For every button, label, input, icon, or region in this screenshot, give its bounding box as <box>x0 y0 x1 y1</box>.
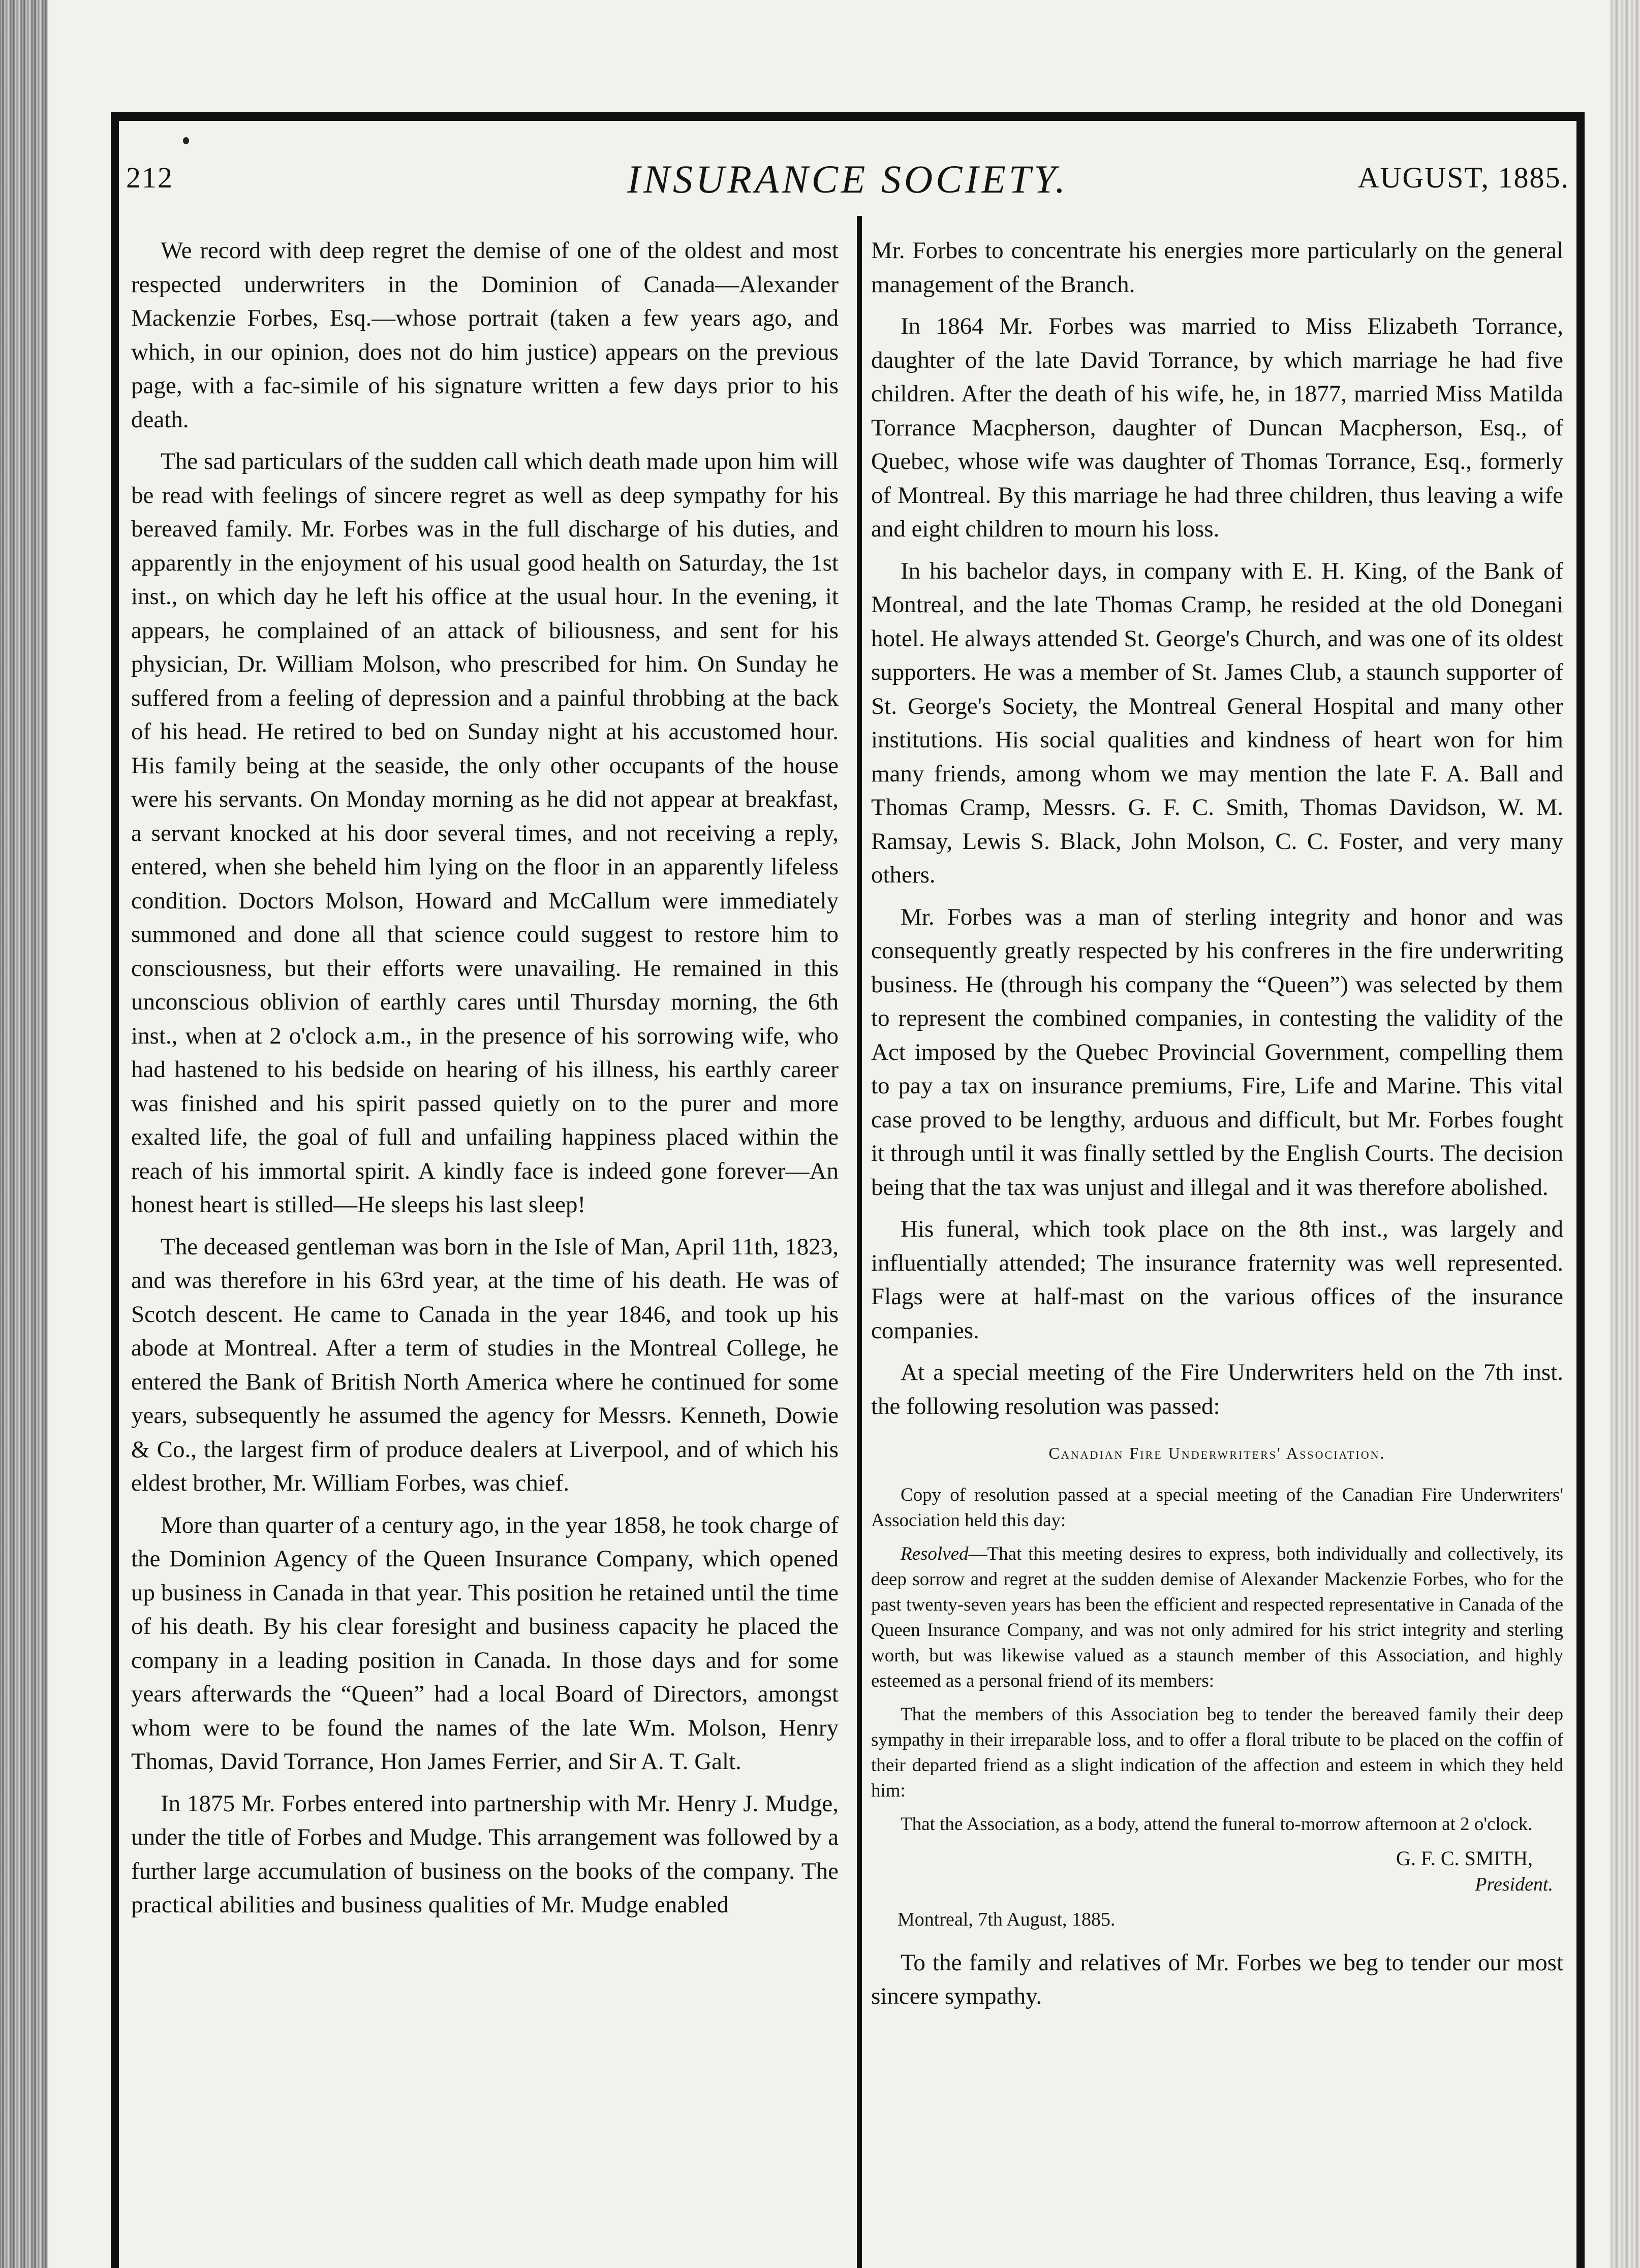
resolution-intro: Copy of resolution passed at a special meeting of the Canadian Fire Underwriters' Association held this day: <box>871 1484 1563 1531</box>
signatory-title: President. <box>1475 1873 1553 1895</box>
article-paragraph: In 1864 Mr. Forbes was married to Miss Elizabeth Torrance, daughter of the late David Torrance, by which marriage he had five children. After the death of his wife, he, in 1877, married Miss Matilda Torrance Macpherson, daughter of Duncan Macpherson, Esq., of Quebec, whose wife was daughter of Thomas Torrance, Esq., formerly of Montreal. By this marriage he had three children, thus leaving a wife and eight children to mourn his loss. <box>871 313 1563 542</box>
resolution-title: Canadian Fire Underwriters' Association. <box>1048 1444 1386 1462</box>
page-header <box>126 152 1569 213</box>
resolution-block <box>871 1436 1563 1933</box>
article-paragraph: In 1875 Mr. Forbes entered into partnership with Mr. Henry J. Mudge, under the title of Forbes and Mudge. This arrangement was followed by a further large accumulation of business on the books of the company. The practical abilities and business qualities of Mr. Mudge enabled <box>131 1790 839 1918</box>
page-number: 212 <box>126 161 173 194</box>
closing-paragraph: To the family and relatives of Mr. Forbes we beg to tender our most sincere sympathy. <box>871 1949 1563 2009</box>
article-paragraph: The deceased gentleman was born in the Isle of Man, April 11th, 1823, and was therefore in his 63rd year, at the time of his death. He was of Scotch descent. He came to Canada in the year 1846, and took up his abode at Montreal. After a term of studies in the Montreal College, he entered the Bank of British North America where he continued for some years, subsequently he assumed the agency for Messrs. Kenneth, Dowie & Co., the largest firm of produce dealers at Liverpool, and of which his eldest brother, Mr. William Forbes, was chief. <box>131 1233 839 1496</box>
resolution-clause: That the members of this Association beg to tender the bereaved family their deep sympathy in their irreparable loss, and to offer a floral tribute to be placed on the coffin of their departed friend as a slight indication of the affection and esteem in which they held him: <box>871 1704 1563 1801</box>
resolution-place-date: Montreal, 7th August, 1885. <box>898 1908 1116 1930</box>
signatory-name: G. F. C. SMITH, <box>1396 1846 1533 1870</box>
scan-edge-right <box>1610 0 1640 2268</box>
article-paragraph: At a special meeting of the Fire Underwriters held on the 7th inst. the following resolution was passed: <box>871 1359 1563 1420</box>
right-column <box>871 234 1563 2022</box>
left-column <box>131 234 839 1930</box>
article-paragraph: In his bachelor days, in company with E. H. King, of the Bank of Montreal, and the late Thomas Cramp, he resided at the old Donegani hotel. He always attended St. George's Church, and was one of its oldest supporters. He was a member of St. James Club, a staunch supporter of St. George's Society, the Montreal General Hospital and many other institutions. His social qualities and kindness of heart won for him many friends, among whom we may mention the late F. A. Ball and Thomas Cramp, Messrs. G. F. C. Smith, Thomas Davidson, W. M. Ramsay, Lewis S. Black, John Molson, C. C. Foster, and very many others. <box>871 557 1563 888</box>
article-paragraph: His funeral, which took place on the 8th inst., was largely and influentially attended; The insurance fraternity was well represented. Flags were at half-mast on the various offices of the insurance companies. <box>871 1216 1563 1344</box>
issue-date: AUGUST, 1885. <box>1357 161 1569 194</box>
article-paragraph: The sad particulars of the sudden call which death made upon him will be read with feelings of sincere regret as well as deep sympathy for his bereaved family. Mr. Forbes was in the full discharge of his duties, and apparently in the enjoyment of his usual good health on Saturday, the 1st inst., on which day he left his office at the usual hour. In the evening, it appears, he complained of an attack of biliousness, and sent for his physician, Dr. William Molson, who prescribed for him. On Sunday he suffered from a feeling of depression and a painful throbbing at the back of his head. He retired to bed on Sunday night at his accustomed hour. His family being at the seaside, the only other occupants of the house were his servants. On Monday morning as he did not appear at breakfast, a servant knocked at his door several times, and not receiving a reply, entered, when she beheld him lying on the floor in an apparently lifeless condition. Doctors Molson, Howard and McCallum were immediately summoned and done all that science could suggest to restore him to consciousness, but their efforts were unavailing. He remained in this unconscious oblivion of earthly cares until Thursday morning, the 6th inst., when at 2 o'clock a.m., in the presence of his sorrowing wife, who had hastened to his bedside on hearing of his illness, his earthly career was finished and his spirit passed quietly on to the purer and more exalted life, the goal of full and unfailing happiness placed within the reach of his immortal spirit. A kindly face is indeed gone forever—An honest heart is stilled—He sleeps his last sleep! <box>131 448 839 1218</box>
article-paragraph: Mr. Forbes was a man of sterling integrity and honor and was consequently greatly respected by his confreres in the fire underwriting business. He (through his company the “Queen”) was selected by them to represent the combined companies, in contesting the validity of the Act imposed by the Quebec Provincial Government, compelling them to pay a tax on insurance premiums, Fire, Life and Marine. This vital case proved to be lengthy, arduous and difficult, but Mr. Forbes fought it through until it was finally settled by the English Courts. The decision being that the tax was unjust and illegal and it was therefore abolished. <box>871 903 1563 1201</box>
journal-title: INSURANCE SOCIETY. <box>627 157 1068 201</box>
article-paragraph: More than quarter of a century ago, in the year 1858, he took charge of the Dominion Agency of the Queen Insurance Company, which opened up business in Canada in that year. This position he retained until the time of his death. By his clear foresight and business capacity he placed the company in a leading position in Canada. In those days and for some years afterwards the “Queen” had a local Board of Directors, amongst whom were to be found the names of the late Wm. Molson, Henry Thomas, David Torrance, Hon James Ferrier, and Sir A. T. Galt. <box>131 1511 839 1775</box>
column-divider <box>857 216 862 2268</box>
resolved-text: —That this meeting desires to express, both individually and collectively, its deep sorrow and regret at the sudden demise of Alexander Mackenzie Forbes, who for the past twenty-seven years has been the efficient and respected representative in Canada of the Queen Insurance Company, and was not only admired for his strict integrity and sterling worth, but was likewise valued as a staunch member of this Association, and highly esteemed as a personal friend of its members: <box>871 1543 1563 1691</box>
article-paragraph: We record with deep regret the demise of one of the oldest and most respected underwriters in the Dominion of Canada—Alexander Mackenzie Forbes, Esq.—whose portrait (taken a few years ago, and which, in our opinion, does not do him justice) appears on the previous page, with a fac-simile of his signature written a few days prior to his death. <box>131 237 839 433</box>
scan-binding-edge-left <box>0 0 48 2268</box>
article-paragraph-continued: Mr. Forbes to concentrate his energies more particularly on the general management of the Branch. <box>871 237 1563 298</box>
resolved-label: Resolved <box>901 1543 969 1564</box>
resolution-clause: That the Association, as a body, attend the funeral to-morrow afternoon at 2 o'clock. <box>901 1813 1533 1835</box>
resolution-resolved <box>871 1541 1563 1694</box>
